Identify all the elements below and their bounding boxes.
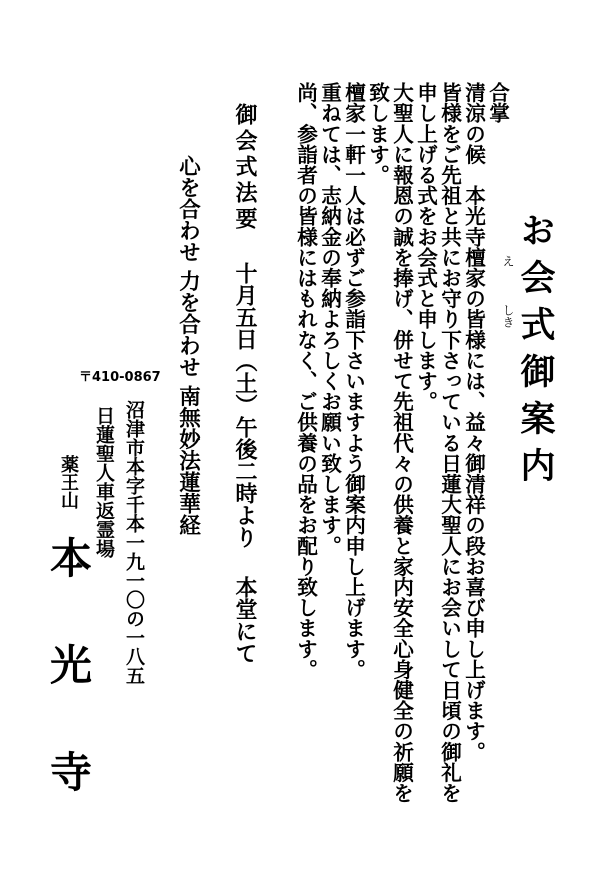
body-line: 皆様をご先祖と共にお守り下さっている日蓮大聖人にお会いして日頃の御礼を	[437, 82, 462, 803]
title-ruby-shiki: しき	[501, 304, 515, 328]
mountain-name: 薬王山	[58, 455, 79, 509]
greeting: 合掌	[485, 82, 510, 124]
motto: 心を合わせ 力を合わせ 南無妙法蓮華経	[175, 155, 201, 536]
body-line: 大聖人に報恩の誠を捧げ、併せて先祖代々の供養と家内安全心身健全の祈願を	[389, 82, 414, 803]
service-date: 十月五日（土）午後二時より	[232, 262, 257, 548]
title-ruby-kai: え	[501, 255, 515, 267]
temple-name: 本光寺	[44, 536, 93, 857]
service-name: 御会式法要	[232, 103, 257, 233]
body-line: 檀家一軒一人は必ずご参詣下さいますよう御案内申し上げます。	[341, 82, 366, 680]
service-place: 本堂にて	[232, 576, 257, 664]
body-line: 申し上げる式をお会式と申します。	[413, 82, 438, 412]
sender-tagline: 日蓮聖人車返霊場	[93, 406, 115, 558]
body-line: 清涼の候 本光寺檀家の皆様には、益々御清祥の段お喜び申し上げます。	[461, 82, 486, 762]
document-title: お会式御案内	[515, 212, 555, 494]
body-line: 尚、参詣者の皆様にはもれなく、ご供養の品をお配り致します。	[293, 82, 318, 680]
sender-address: 沼津市本字千本一九一〇の一八五	[123, 400, 145, 685]
body-line: 重ねては、志納金の奉納よろしくお願い致します。	[317, 82, 342, 556]
body-line: 致します。	[365, 82, 390, 185]
postal-code: 〒410-0867	[79, 370, 161, 385]
